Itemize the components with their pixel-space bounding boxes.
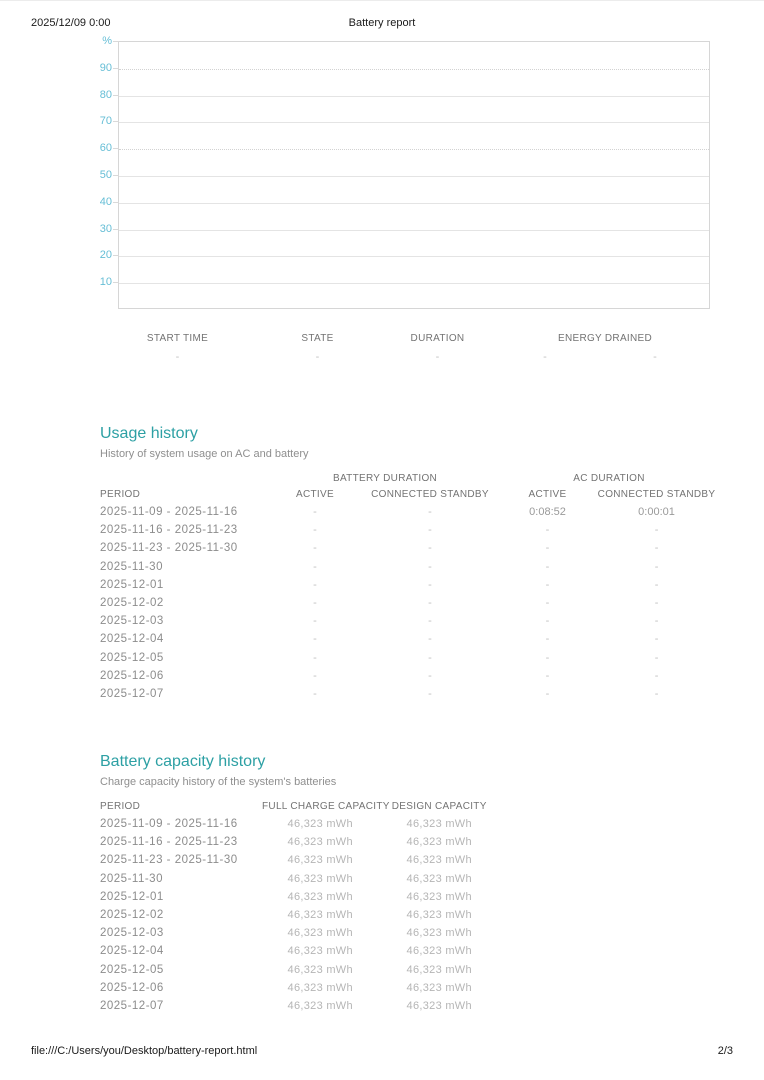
table-cell: 46,323 mWh — [406, 945, 472, 958]
table-cell: - — [313, 688, 317, 701]
table-cell: - — [313, 560, 317, 573]
table-row — [100, 521, 718, 539]
table-cell: - — [428, 578, 432, 591]
capacity-history-table-body — [100, 815, 500, 1015]
battery-drains-table — [100, 331, 715, 367]
chart-plot-area — [118, 41, 710, 309]
table-cell: - — [428, 651, 432, 664]
table-cell: - — [428, 597, 432, 610]
group-header-ac-duration: AC DURATION — [573, 473, 645, 484]
table-row — [100, 942, 500, 960]
table-cell: - — [545, 560, 550, 573]
table-cell: - — [545, 615, 550, 628]
table-cell: 46,323 mWh — [287, 818, 353, 830]
table-row — [100, 612, 718, 630]
y-axis-label: 10 — [99, 276, 112, 289]
print-header-title: Battery report — [348, 17, 416, 29]
table-row — [100, 924, 500, 942]
table-row — [100, 851, 500, 869]
table-cell: 2025-12-02 — [100, 909, 164, 922]
table-cell: - — [654, 651, 659, 664]
chart-gridline — [119, 230, 709, 231]
table-cell: - — [545, 542, 550, 555]
table-cell: - — [654, 633, 659, 646]
column-header-start-time: START TIME — [146, 333, 209, 344]
table-cell: - — [545, 633, 550, 646]
table-cell: 46,323 mWh — [287, 909, 353, 922]
table-cell: 2025-12-06 — [100, 669, 164, 682]
table-cell: 46,323 mWh — [287, 854, 353, 867]
column-header-duration: DURATION — [410, 333, 465, 344]
table-cell: - — [545, 651, 550, 664]
table-row — [100, 815, 500, 833]
y-axis-label: 20 — [99, 249, 112, 262]
table-cell: 2025-11-23 - 2025-11-30 — [100, 542, 238, 555]
table-cell: 46,323 mWh — [406, 1000, 472, 1013]
chart-gridline — [119, 176, 709, 177]
table-row — [100, 576, 718, 594]
table-cell: 46,323 mWh — [287, 1000, 353, 1013]
table-cell: 2025-11-09 - 2025-11-16 — [100, 506, 238, 518]
y-axis-tick — [113, 121, 119, 122]
battery-usage-chart — [88, 35, 710, 309]
y-axis-label: 90 — [99, 61, 112, 74]
table-cell: 0:08:52 — [529, 506, 566, 518]
table-cell: 46,323 mWh — [406, 818, 472, 830]
table-cell: 2025-11-30 — [100, 872, 163, 885]
table-cell: 2025-12-05 — [100, 963, 164, 976]
table-cell: 0:00:01 — [638, 506, 675, 518]
table-cell: - — [654, 560, 659, 573]
table-cell: - — [313, 542, 317, 555]
table-cell: 46,323 mWh — [287, 890, 353, 903]
column-header-full-charge-capacity: FULL CHARGE CAPACITY — [262, 801, 390, 812]
usage-history-subtitle: History of system usage on AC and battery — [100, 448, 309, 460]
table-cell: - — [545, 688, 550, 701]
table-cell: 2025-12-02 — [100, 597, 164, 610]
print-footer-page-number: 2/3 — [717, 1045, 733, 1057]
table-cell: 46,323 mWh — [287, 981, 353, 994]
table-cell: - — [545, 578, 550, 591]
table-row — [100, 558, 718, 576]
chart-gridline — [119, 69, 709, 70]
table-cell: 2025-12-01 — [100, 578, 164, 591]
table-cell: 46,323 mWh — [406, 836, 472, 849]
table-row — [100, 833, 500, 851]
table-row — [100, 685, 718, 703]
table-cell: - — [428, 560, 432, 573]
table-cell: - — [654, 524, 659, 537]
y-axis-label: 30 — [99, 222, 112, 235]
print-header — [31, 17, 733, 31]
table-cell: - — [428, 542, 432, 555]
table-cell: - — [313, 651, 317, 664]
table-cell: 46,323 mWh — [287, 963, 353, 976]
table-cell: 2025-12-07 — [100, 688, 164, 701]
column-header-ac-connected-standby: CONNECTED STANDBY — [597, 489, 716, 500]
table-cell: - — [428, 506, 432, 518]
table-cell: 46,323 mWh — [287, 872, 353, 885]
table-cell: 2025-12-01 — [100, 890, 164, 903]
usage-history-title: Usage history — [100, 425, 198, 442]
usage-history-table — [100, 471, 718, 703]
column-header-battery-connected-standby: CONNECTED STANDBY — [371, 489, 489, 500]
chart-gridline — [119, 122, 709, 123]
table-cell: - — [428, 688, 432, 701]
table-cell: 2025-12-04 — [100, 633, 164, 646]
table-cell: 2025-12-03 — [100, 615, 164, 628]
table-cell: - — [654, 597, 659, 610]
usage-history-section — [100, 425, 718, 703]
table-cell: 2025-11-16 - 2025-11-23 — [100, 524, 238, 537]
y-axis-tick — [113, 202, 119, 203]
column-header-state: STATE — [301, 333, 334, 344]
chart-gridline — [119, 256, 709, 257]
table-cell: - — [543, 351, 547, 363]
column-header-battery-active: ACTIVE — [296, 489, 334, 500]
table-cell: 2025-11-16 - 2025-11-23 — [100, 836, 238, 849]
table-cell: 46,323 mWh — [406, 909, 472, 922]
table-cell: 2025-12-06 — [100, 981, 164, 994]
table-cell: 46,323 mWh — [287, 945, 353, 958]
table-cell: - — [313, 506, 317, 518]
table-cell: - — [313, 669, 317, 682]
table-cell: 46,323 mWh — [406, 927, 472, 940]
table-row — [100, 649, 718, 667]
table-row — [100, 870, 500, 888]
table-cell: - — [653, 351, 657, 363]
table-cell: - — [654, 578, 659, 591]
table-row — [100, 906, 500, 924]
table-cell: - — [545, 524, 550, 537]
chart-gridline — [119, 283, 709, 284]
table-row — [100, 594, 718, 612]
table-row — [100, 888, 500, 906]
y-axis-label: 70 — [99, 115, 112, 128]
column-header-period: PERIOD — [100, 801, 141, 812]
table-row — [100, 539, 718, 557]
y-axis-label: 50 — [99, 169, 112, 181]
table-row — [100, 630, 718, 648]
y-axis-label: 60 — [99, 142, 112, 155]
capacity-history-subtitle: Charge capacity history of the system's batteries — [100, 776, 337, 788]
table-cell: 2025-12-03 — [100, 927, 164, 940]
chart-gridline — [119, 203, 709, 204]
table-cell: 46,323 mWh — [406, 963, 472, 976]
capacity-history-section — [100, 753, 500, 1015]
table-cell: 2025-12-04 — [100, 945, 164, 958]
table-cell: 46,323 mWh — [287, 836, 353, 849]
table-cell: - — [313, 524, 317, 537]
table-row — [100, 667, 718, 685]
table-group-header-row — [100, 471, 718, 487]
table-header-row — [100, 487, 718, 503]
table-row — [100, 961, 500, 979]
table-cell: 2025-11-09 - 2025-11-16 — [100, 818, 238, 830]
table-cell: - — [428, 615, 432, 628]
column-header-design-capacity: DESIGN CAPACITY — [391, 801, 487, 812]
table-cell: 46,323 mWh — [406, 981, 472, 994]
chart-gridline — [119, 96, 709, 97]
table-cell: - — [428, 633, 432, 646]
column-header-period: PERIOD — [100, 489, 141, 500]
y-axis-tick — [113, 175, 119, 176]
y-axis-label: % — [102, 35, 112, 47]
table-cell: - — [313, 633, 317, 646]
column-header-energy-drained: ENERGY DRAINED — [557, 333, 653, 344]
table-cell: 2025-12-05 — [100, 651, 164, 664]
table-row — [100, 997, 500, 1015]
y-axis-tick — [113, 148, 119, 149]
table-cell: - — [313, 615, 317, 628]
table-header-row — [100, 799, 500, 815]
drains-table-body — [100, 347, 715, 367]
table-cell: - — [315, 351, 320, 363]
print-header-date: 2025/12/09 0:00 — [31, 17, 111, 29]
table-header-row — [100, 331, 715, 347]
table-cell: - — [313, 578, 317, 591]
table-cell: - — [545, 597, 550, 610]
usage-history-table-body — [100, 503, 718, 703]
table-row — [100, 503, 718, 521]
table-cell: - — [313, 597, 317, 610]
table-row — [100, 347, 715, 367]
y-axis-tick — [113, 229, 119, 230]
table-cell: - — [654, 669, 659, 682]
table-cell: - — [175, 351, 180, 363]
y-axis-tick — [113, 95, 119, 96]
table-cell: 46,323 mWh — [406, 854, 472, 867]
table-cell: - — [428, 524, 432, 537]
table-cell: 46,323 mWh — [406, 872, 472, 885]
group-header-battery-duration: BATTERY DURATION — [332, 473, 438, 484]
table-cell: 46,323 mWh — [406, 890, 472, 903]
table-cell: 2025-11-30 — [100, 560, 163, 573]
table-row — [100, 979, 500, 997]
capacity-history-table — [100, 799, 500, 1015]
table-cell: - — [545, 669, 550, 682]
chart-gridline — [119, 149, 709, 150]
print-footer — [31, 1045, 733, 1059]
table-cell: - — [654, 542, 659, 555]
y-axis-tick — [113, 282, 119, 283]
y-axis-tick — [113, 255, 119, 256]
y-axis-label: 80 — [99, 88, 112, 101]
capacity-history-title: Battery capacity history — [100, 753, 266, 770]
table-cell: - — [654, 688, 659, 701]
table-cell: - — [435, 351, 440, 363]
column-header-ac-active: ACTIVE — [528, 489, 567, 500]
table-cell: - — [654, 615, 659, 628]
y-axis-tick — [113, 68, 119, 69]
print-footer-file-url: file:///C:/Users/you/Desktop/battery-report.html — [31, 1045, 258, 1057]
table-cell: 2025-12-07 — [100, 1000, 164, 1013]
table-cell: - — [428, 669, 432, 682]
table-cell: 2025-11-23 - 2025-11-30 — [100, 854, 238, 867]
y-axis-tick — [113, 41, 119, 42]
y-axis-label: 40 — [99, 195, 112, 208]
table-cell: 46,323 mWh — [287, 927, 353, 940]
